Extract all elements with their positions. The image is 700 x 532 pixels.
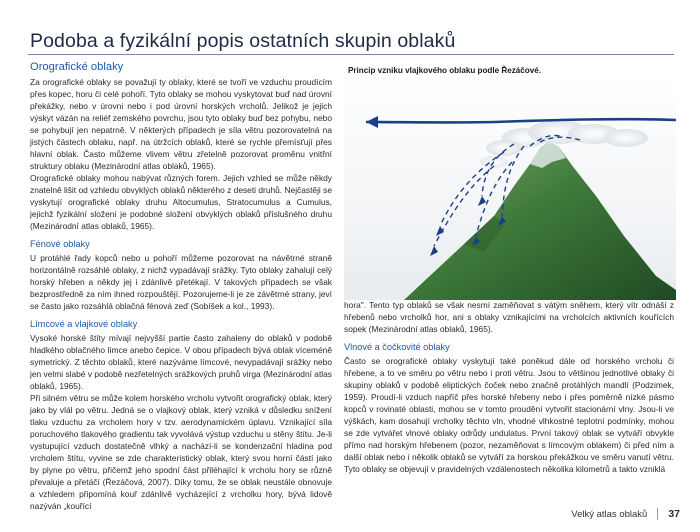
page-title: Podoba a fyzikální popis ostatních skupin oblaků [30, 30, 456, 52]
heading-foehn: Fénové oblaky [30, 239, 90, 249]
left-column [30, 60, 332, 512]
paragraph: U protáhlé řady kopců nebo u pohoří můžeme pozorovat na návětrné straně horizontálně rozsáhlé oblaky, z nichž vypadávají srážky. Tyto oblaky zahalují celý horský hřeben a někdy jej i zdánlivě přetékají. V takových případech se však bezprostředně za ním ihned rozpouštějí. Pozorujeme-li je ze závětrné strany, jeví se často jako rozsáhlá oblačná fénová zeď (Sobíšek a kol., 1993). [30, 253, 332, 311]
paragraph: Při silném větru se může kolem horského vrcholu vytvořit orografický oblak, který jako by vlál po větru. Jedná se o vlajkový oblak, který vzniká v důsledku snížení tlaku vzduchu za vrcholem hory v tzv. aerodynamickém úplavu. Vznikající síla poruchového tlakového gradientu tak vyvolává výstup vzduchu u stěny štítu. Je-li vystupující vzduch dostatečně vlhký a nachází-li se kondenzační hladina pod vrcholem štítu, vyvine se zde charakteristický oblak, který svou horní částí jako by plyne po větru, přičemž jeho spodní část přiléhající k vrcholu hory se různě převaluje a přetáčí (Řezáčová, 2007). Díky tomu, že se oblak neustále obnovuje a vzhledem připomíná kouř zdánlivě vycházející z vrcholku hory, bývá lidově nazýván „kouřící [30, 393, 332, 511]
paragraph: Často se orografické oblaky vyskytují také poněkud dále od horského vrcholu či hřebene, a to ve směru po větru nebo i proti větru. Jsou to většinou jednotlivé oblaky či skupiny oblaků v podobě eliptických čoček nebo značně protáhlých mandlí (Podzimek, 1959). Proudí-li vzduch napříč přes horské hřebeny nebo i přes poměrně nízké pásmo kopců v rovinaté oblasti, mohou se v tomto proudění vytvořit stacionární vlny. Jsou-li ve výškách, kam dosahují vrcholky těchto vln, vhodné vlhkostné teplotní podmínky, mohou se zde vytvářet vlnové oblaky odrůdy undulatus. První takový oblak se vytváří obvykle přímo nad horským hřebenem (pozor, nezaměňovat s límcovým oblakem) či před ním a další oblak nebo i několik oblaků se vytváří za horskou překážkou ve směru vanutí větru. Tyto oblaky se objevují v pravidelných vzdálenostech několika kilometrů a takto vzniklá [344, 356, 674, 474]
banner-cloud-figure [344, 62, 676, 300]
paragraph: Orografické oblaky mohou nabývat různých forem. Jejich vzhled se může někdy znatelně lišit od vzhledu obvyklých oblaků některého z deseti druhů. Nejčastěji se vyskytují orografické oblaky druhu Altocumulus, Stratocumulus a Cumulus, jejichž fyzikální složení je podobné složení obvyklých oblaků příslušného druhu (Mezinárodní atlas oblaků, 1965). [30, 173, 332, 231]
paragraph: Za orografické oblaky se považují ty oblaky, které se tvoří ve vzduchu proudícím přes kopec, horu či celé pohoří. Tyto oblaky se mohou vyskytovat buď nad úrovní překážky, nebo v úrovni nebo i pod úrovní horských vrcholů. Jelikož je jejich výskyt vázán na reliéf zemského povrchu, jsou tyto oblaky buď bez pohybu, nebo se pohybují jen nepatrně. V některých případech je síla větru pozorovatelná na jistých částech oblaku, např. na útržcích oblaků, které se rychle přemísťují přes hlavní oblak. Často můžeme vlivem větru zřetelně pozorovat proměnu vnitřní struktury oblaku (Mezinárodní atlas oblaků, 1965). [30, 77, 332, 171]
page-footer [571, 508, 680, 520]
banner-cloud-illustration [344, 76, 676, 300]
heading-cap-banner: Límcové a vlajkové oblaky [30, 319, 138, 329]
paragraph: hora". Tento typ oblaků se však nesmí zaměňovat s vátým sněhem, který vítr odnáší z hřebenů nebo vrcholků hor, ani s oblaky vznikajícími na vrcholcích aktivních kouřících sopek (Mezinárodní atlas oblaků, 1965). [344, 300, 674, 334]
page-number: 37 [668, 508, 680, 520]
footer-book-title: Velký atlas oblaků [571, 508, 648, 520]
paragraph: Vysoké horské štíty mívají nejvyšší partie často zahaleny do oblaků v podobě hladkého oblačného límce anebo čepice. V obou případech bývá oblak víceméně symetrický. Z těchto oblaků, které nazýváme límcové, nevypadávají srážky nebo jen velmi slabé v podobě nezřetelných srážkových pruhů virga (Mezinárodní atlas oblaků, 1965). [30, 333, 332, 391]
footer-divider [657, 508, 658, 520]
heading-wave-lenticular: Vlnové a čočkovité oblaky [344, 342, 450, 352]
figure-caption: Princip vzniku vlajkového oblaku podle Řezáčové. [348, 66, 541, 75]
heading-orographic: Orografické oblaky [30, 61, 124, 73]
title-divider [28, 54, 674, 55]
right-column [344, 299, 674, 475]
